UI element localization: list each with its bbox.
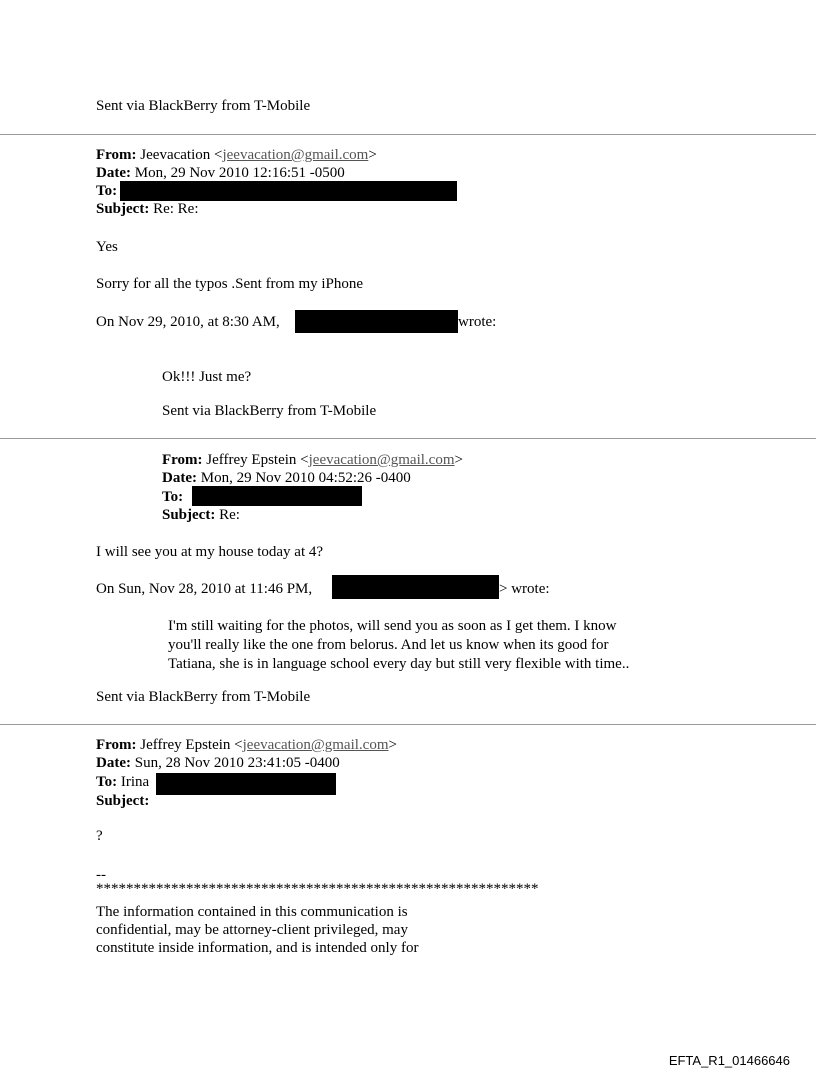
from-label: From:: [96, 147, 137, 163]
to-label: To:: [96, 774, 118, 790]
from-email-link[interactable]: jeevacation@gmail.com: [308, 452, 455, 468]
email1-date-line: [96, 164, 345, 182]
email1-from-line: From: Jeevacation <jeevacation@gmail.com>: [96, 147, 377, 163]
redaction-box: [156, 773, 336, 795]
from-name: Jeffrey Epstein: [140, 737, 231, 753]
disclaimer-line: The information contained in this communication is: [96, 904, 408, 920]
quoted-line: Tatiana, she is in language school every day but still very flexible with time..: [168, 656, 630, 672]
email3-subject-line: [96, 792, 149, 810]
email2-date-line: [162, 469, 411, 487]
redaction-box: [192, 486, 362, 506]
from-label: From:: [96, 737, 137, 753]
email2-quote-suffix: > wrote:: [499, 581, 550, 597]
subject-label: Subject:: [162, 507, 216, 523]
star-separator: ***********************************************************: [96, 881, 539, 897]
disclaimer-line: constitute inside information, and is intended only for: [96, 940, 419, 956]
from-name: Jeevacation: [140, 147, 211, 163]
quoted-line: I'm still waiting for the photos, will send you as soon as I get them. I know: [168, 618, 617, 634]
to-label: To:: [162, 489, 184, 505]
date-label: Date:: [162, 470, 197, 486]
signature-text: Sent via BlackBerry from T-Mobile: [96, 98, 311, 114]
email1-subject-line: [96, 200, 199, 218]
email1-body-line: Sorry for all the typos .Sent from my iPhone: [96, 276, 364, 292]
subject-label: Subject:: [96, 201, 150, 217]
date-value: Mon, 29 Nov 2010 12:16:51 -0500: [134, 165, 345, 181]
date-label: Date:: [96, 165, 131, 181]
email3-date-line: [96, 754, 340, 772]
email1-quote-suffix: wrote:: [458, 314, 497, 330]
email2-subject-line: [162, 506, 240, 524]
email2-from-line: From: Jeffrey Epstein <jeevacation@gmail.com>: [162, 452, 463, 468]
redaction-box: [332, 575, 499, 599]
document-id: EFTA_R1_01466646: [668, 1053, 790, 1068]
email2-body-line: I will see you at my house today at 4?: [96, 544, 324, 560]
signature-text: Sent via BlackBerry from T-Mobile: [162, 403, 377, 419]
divider: [0, 438, 816, 439]
date-value: Mon, 29 Nov 2010 04:52:26 -0400: [200, 470, 411, 486]
divider: [0, 724, 816, 725]
divider: [0, 134, 816, 135]
email2-to-line: [162, 488, 183, 506]
redaction-box: [120, 181, 457, 201]
subject-label: Subject:: [96, 793, 150, 809]
to-name: Irina: [120, 774, 150, 790]
subject-value: Re:: [219, 507, 240, 523]
email3-from-line: From: Jeffrey Epstein <jeevacation@gmail.com>: [96, 737, 397, 753]
quoted-line: Ok!!! Just me?: [162, 369, 252, 385]
date-label: Date:: [96, 755, 131, 771]
email2-quote-prefix: On Sun, Nov 28, 2010 at 11:46 PM,: [96, 581, 313, 597]
quoted-line: you'll really like the one from belorus. And let us know when its good for: [168, 637, 609, 653]
email1-quote-prefix: On Nov 29, 2010, at 8:30 AM,: [96, 314, 280, 330]
from-label: From:: [162, 452, 203, 468]
signature-dashes: --: [96, 867, 106, 883]
email3-body-line: ?: [96, 828, 103, 844]
email3-to-line: [96, 773, 149, 791]
from-email-link[interactable]: jeevacation@gmail.com: [242, 737, 389, 753]
date-value: Sun, 28 Nov 2010 23:41:05 -0400: [134, 755, 340, 771]
signature-text: Sent via BlackBerry from T-Mobile: [96, 689, 311, 705]
email1-to-line: [96, 182, 117, 200]
from-name: Jeffrey Epstein: [206, 452, 297, 468]
to-label: To:: [96, 183, 118, 199]
email1-body-line: Yes: [96, 239, 118, 255]
redaction-box: [295, 310, 458, 333]
disclaimer-line: confidential, may be attorney-client privileged, may: [96, 922, 408, 938]
subject-value: Re: Re:: [153, 201, 199, 217]
from-email-link[interactable]: jeevacation@gmail.com: [222, 147, 369, 163]
